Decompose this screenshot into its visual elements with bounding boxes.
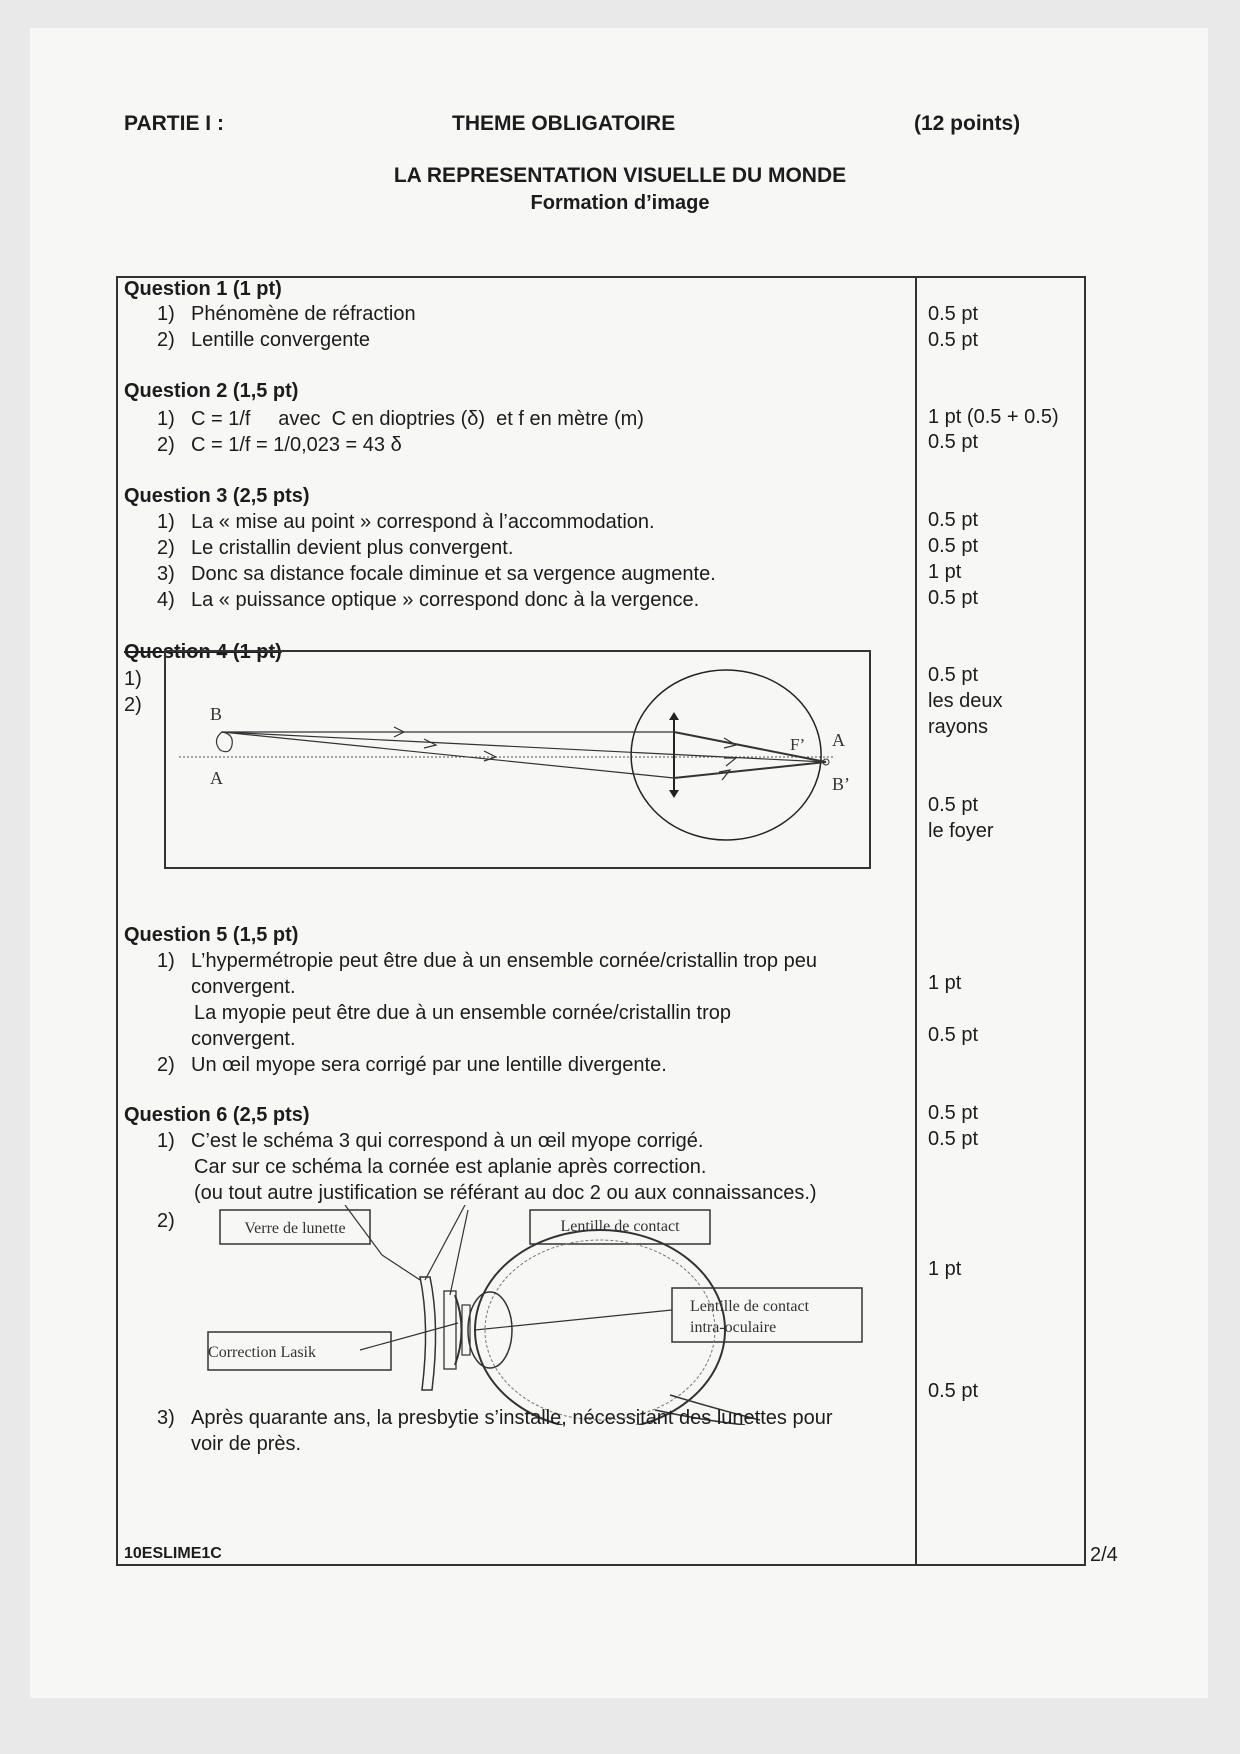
retina [485, 1240, 715, 1420]
points-total: (12 points) [914, 112, 1021, 135]
q5-item-1-line-3: La myopie peut être due à un ensemble cornée/cristallin trop [194, 1002, 731, 1024]
q6-item-3-line-2: voir de près. [191, 1433, 302, 1455]
q4-points-2-note: le foyer [928, 820, 994, 842]
q5-item-2: 2) Un œil myope sera corrigé par une lentille divergente. [157, 1054, 667, 1076]
intra-leader [475, 1310, 672, 1330]
q3-points-4: 0.5 pt [928, 587, 979, 609]
q3-points-3: 1 pt [928, 561, 962, 583]
q5-item-1-line-2: convergent. [191, 976, 296, 998]
q4-num-2: 2) [124, 694, 142, 716]
points-column-divider [915, 276, 917, 1566]
lentille-label: Lentille de contact [560, 1218, 680, 1235]
document-code: 10ESLIME1C [124, 1545, 222, 1562]
q6-points-1: 0.5 pt [928, 1102, 979, 1124]
q4-num-1: 1) [124, 668, 142, 690]
q2-points-2: 0.5 pt [928, 431, 979, 453]
q3-item-2: 2) Le cristallin devient plus convergent. [157, 537, 514, 559]
eye-correction-diagram [200, 1205, 880, 1425]
q3-item-4: 4) La « puissance optique » correspond donc à la vergence. [157, 589, 700, 611]
label-a-image: A [832, 730, 845, 750]
question-2-title: Question 2 (1,5 pt) [124, 380, 299, 402]
label-a: A [210, 768, 223, 788]
q6-item-1-line-2: Car sur ce schéma la cornée est aplanie après correction. [194, 1156, 707, 1178]
lasik-leader [360, 1323, 458, 1350]
q6-item-1-line-3: (ou tout autre justification se référant au doc 2 ou aux connaissances.) [194, 1182, 817, 1204]
lentille-leader [425, 1205, 465, 1280]
intra-label-line-2: intra-oculaire [690, 1319, 777, 1336]
ray-focal [222, 732, 674, 778]
label-b: B [210, 704, 223, 724]
lasik-label: Correction Lasik [208, 1344, 316, 1361]
glasses-lens [420, 1277, 436, 1390]
q6-points-2: 0.5 pt [928, 1128, 979, 1150]
q1-item-2: 2) Lentille convergente [157, 329, 371, 351]
q3-item-1: 1) La « mise au point » correspond à l’accommodation. [157, 511, 655, 533]
q1-points-2: 0.5 pt [928, 329, 979, 351]
ray-arrow-5 [724, 758, 736, 766]
verre-leader [345, 1205, 382, 1255]
object-icon [216, 732, 232, 752]
verre-leader-2 [382, 1255, 420, 1280]
page-subtitle: Formation d’image [530, 192, 710, 214]
q4-points-1-note-a: les deux [928, 690, 1003, 712]
q5-points-1: 1 pt [928, 972, 962, 994]
question-4-title: Question 4 (1 pt) [124, 641, 282, 663]
q6-points-3: 1 pt [928, 1258, 962, 1280]
ray-focal-refracted [674, 762, 826, 778]
q6-item-1-line-1: 1) C’est le schéma 3 qui correspond à un œil myope corrigé. [157, 1130, 704, 1152]
eye-globe [694, 670, 821, 840]
q3-item-3: 3) Donc sa distance focale diminue et sa vergence augmente. [157, 563, 716, 585]
q2-points-1: 1 pt (0.5 + 0.5) [928, 406, 1059, 428]
q6-points-4: 0.5 pt [928, 1380, 979, 1402]
q1-item-1: 1) Phénomène de réfraction [157, 303, 416, 325]
q5-points-2: 0.5 pt [928, 1024, 979, 1046]
lentille-leader-2 [450, 1210, 468, 1295]
q4-points-1: 0.5 pt [928, 664, 979, 686]
lens-arrow-top [669, 712, 679, 720]
q4-points-1-note-b: rayons [928, 716, 989, 738]
contact-lens [444, 1291, 456, 1369]
page-number: 2/4 [1090, 1544, 1118, 1566]
q2-item-2: 2) C = 1/f = 1/0,023 = 43 δ [157, 434, 402, 456]
question-5-title: Question 5 (1,5 pt) [124, 924, 299, 946]
question-1-title: Question 1 (1 pt) [124, 278, 282, 300]
q4-points-2: 0.5 pt [928, 794, 979, 816]
q3-points-1: 0.5 pt [928, 509, 979, 531]
q1-points-1: 0.5 pt [928, 303, 979, 325]
q2-item-1: 1) C = 1/f avec C en dioptries (δ) et f en mètre (m) [157, 408, 644, 430]
q5-item-1-line-4: convergent. [191, 1028, 296, 1050]
label-b-prime: B’ [832, 774, 850, 794]
ray-arrow-6 [719, 770, 730, 780]
section-label: PARTIE I : [124, 112, 224, 135]
ray-diagram [164, 650, 872, 870]
question-3-title: Question 3 (2,5 pts) [124, 485, 310, 507]
page-title: LA REPRESENTATION VISUELLE DU MONDE [393, 164, 847, 187]
ray-arrow-2 [424, 739, 436, 748]
intraocular-lens [462, 1305, 470, 1355]
intra-label-line-1: Lentille de contact [690, 1298, 810, 1315]
q3-points-2: 0.5 pt [928, 535, 979, 557]
theme-label: THEME OBLIGATOIRE [452, 112, 676, 135]
q6-item-3-line-1: 3) Après quarante ans, la presbytie s’installe, nécessitant des lunettes pour [157, 1407, 833, 1429]
q6-item-2-num: 2) [157, 1210, 175, 1232]
verre-label: Verre de lunette [244, 1220, 346, 1237]
question-6-title: Question 6 (2,5 pts) [124, 1104, 310, 1126]
label-f-prime: F’ [790, 735, 806, 754]
q5-item-1-line-1: 1) L’hypermétropie peut être due à un ensemble cornée/cristallin trop peu [157, 950, 817, 972]
lens-arrow-bottom [669, 790, 679, 798]
